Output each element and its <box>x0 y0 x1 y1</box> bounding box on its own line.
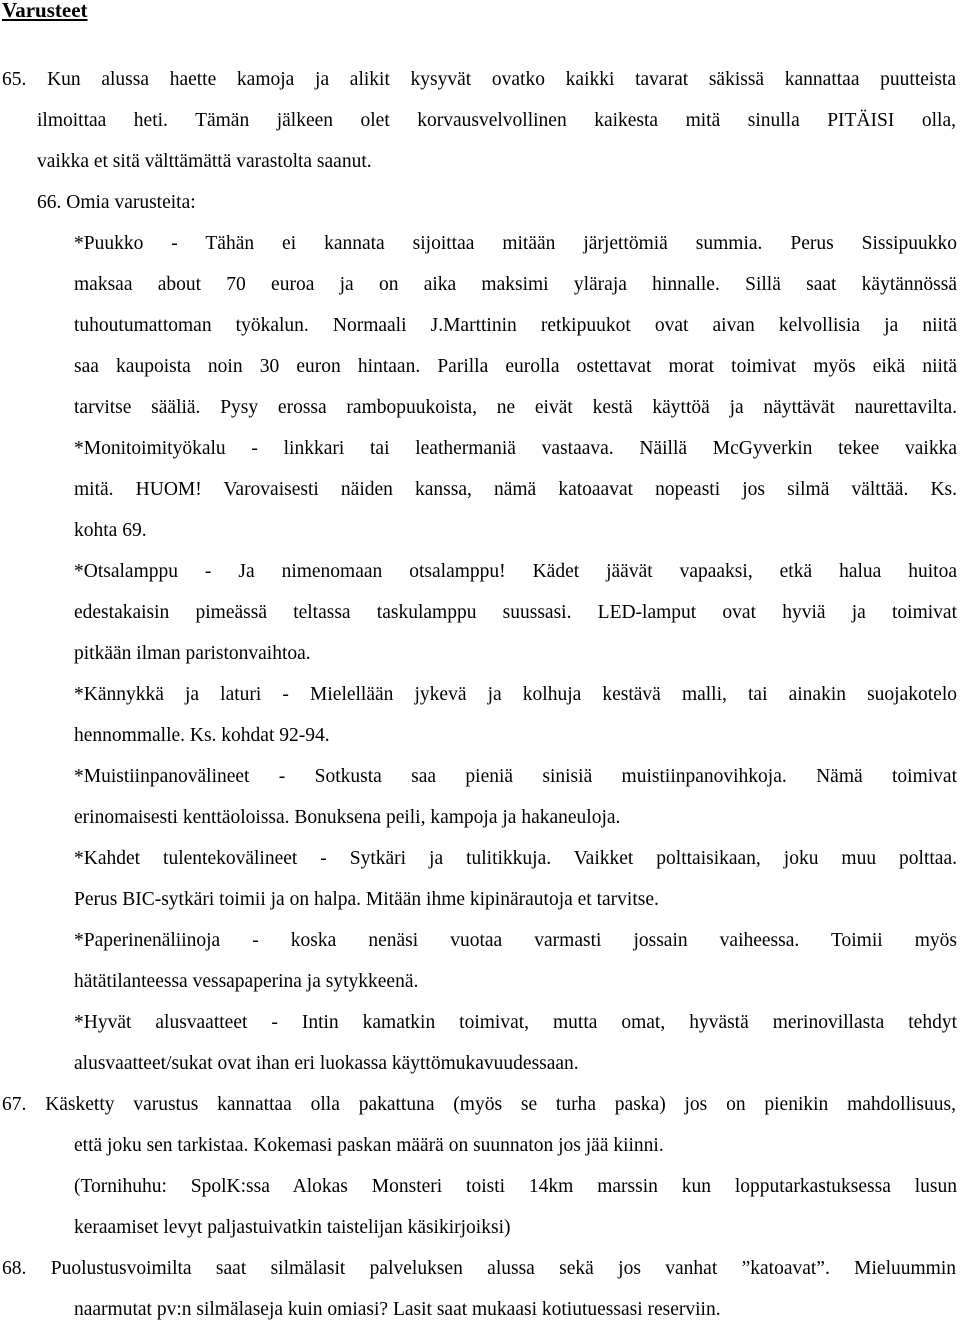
text-line: 66. Omia varusteita: <box>37 192 196 213</box>
text-line: 65. Kun alussa haette kamoja ja alikit kysyvät ovatko kaikki tavarat säkissä kannattaa puutteista <box>2 69 956 90</box>
text-line: Perus BIC-sytkäri toimii ja on halpa. Mitään ihme kipinärautoja et tarvitse. <box>74 889 659 910</box>
text-line: 67. Käsketty varustus kannattaa olla pakattuna (myös se turha paska) jos on pienikin mahdollisuus, <box>2 1094 956 1115</box>
text-line: ilmoittaa heti. Tämän jälkeen olet korvausvelvollinen kaikesta mitä sinulla PITÄISI olla, <box>37 110 956 131</box>
text-line: *Monitoimityökalu - linkkari tai leathermaniä vastaava. Näillä McGyverkin tekee vaikka <box>74 438 957 459</box>
text-line: edestakaisin pimeässä teltassa taskulamppu suussasi. LED-lamput ovat hyviä ja toimivat <box>74 602 957 623</box>
text-line: hennommalle. Ks. kohdat 92-94. <box>74 725 330 746</box>
text-line: maksaa about 70 euroa ja on aika maksimi yläraja hinnalle. Sillä saat käytännössä <box>74 274 957 295</box>
text-line: *Hyvät alusvaatteet - Intin kamatkin toimivat, mutta omat, hyvästä merinovillasta tehdyt <box>74 1012 957 1033</box>
text-line: *Paperinenäliinoja - koska nenäsi vuotaa varmasti jossain vaiheessa. Toimii myös <box>74 930 957 951</box>
text-line: naarmutat pv:n silmälaseja kuin omiasi? Lasit saat mukaasi kotiutuessasi reserviin. <box>74 1299 721 1320</box>
text-line: *Kännykkä ja laturi - Mielellään jykevä ja kolhuja kestävä malli, tai ainakin suojakotelo <box>74 684 957 705</box>
text-line: (Tornihuhu: SpolK:ssa Alokas Monsteri toisti 14km marssin kun lopputarkastuksessa lusun <box>74 1176 957 1197</box>
text-line: alusvaatteet/sukat ovat ihan eri luokassa käyttömukavuudessaan. <box>74 1053 579 1074</box>
text-line: *Kahdet tulentekovälineet - Sytkäri ja tulitikkuja. Vaikket polttaisikaan, joku muu polttaa. <box>74 848 957 869</box>
section-heading: Varusteet <box>2 0 88 22</box>
text-line: kohta 69. <box>74 520 147 541</box>
text-line: *Otsalamppu - Ja nimenomaan otsalamppu! Kädet jäävät vapaaksi, etkä halua huitoa <box>74 561 957 582</box>
text-line: vaikka et sitä välttämättä varastolta saanut. <box>37 151 372 172</box>
text-line: hätätilanteessa vessapaperina ja sytykkeenä. <box>74 971 419 992</box>
text-line: saa kaupoista noin 30 euron hintaan. Parilla eurolla ostettavat morat toimivat myös eikä niitä <box>74 356 957 377</box>
text-line: erinomaisesti kenttäoloissa. Bonuksena peili, kampoja ja hakaneuloja. <box>74 807 621 828</box>
text-line: keraamiset levyt paljastuivatkin taistelijan käsikirjoiksi) <box>74 1217 511 1238</box>
text-line: *Puukko - Tähän ei kannata sijoittaa mitään järjettömiä summia. Perus Sissipuukko <box>74 233 957 254</box>
text-line: tuhoutumattoman työkalun. Normaali J.Marttinin retkipuukot ovat aivan kelvollisia ja niitä <box>74 315 957 336</box>
text-line: 68. Puolustusvoimilta saat silmälasit palveluksen alussa sekä jos vanhat ”katoavat”. Mieluummin <box>2 1258 956 1279</box>
text-line: tarvitse sääliä. Pysy erossa rambopuukoista, ne eivät kestä käyttöä ja näyttävät naurettavilta. <box>74 397 957 418</box>
text-line: *Muistiinpanovälineet - Sotkusta saa pieniä sinisiä muistiinpanovihkoja. Nämä toimivat <box>74 766 957 787</box>
text-line: että joku sen tarkistaa. Kokemasi paskan määrä on suunnaton jos jää kiinni. <box>74 1135 664 1156</box>
text-line: pitkään ilman paristonvaihtoa. <box>74 643 311 664</box>
text-line: mitä. HUOM! Varovaisesti näiden kanssa, nämä katoaavat nopeasti jos silmä välttää. Ks. <box>74 479 957 500</box>
